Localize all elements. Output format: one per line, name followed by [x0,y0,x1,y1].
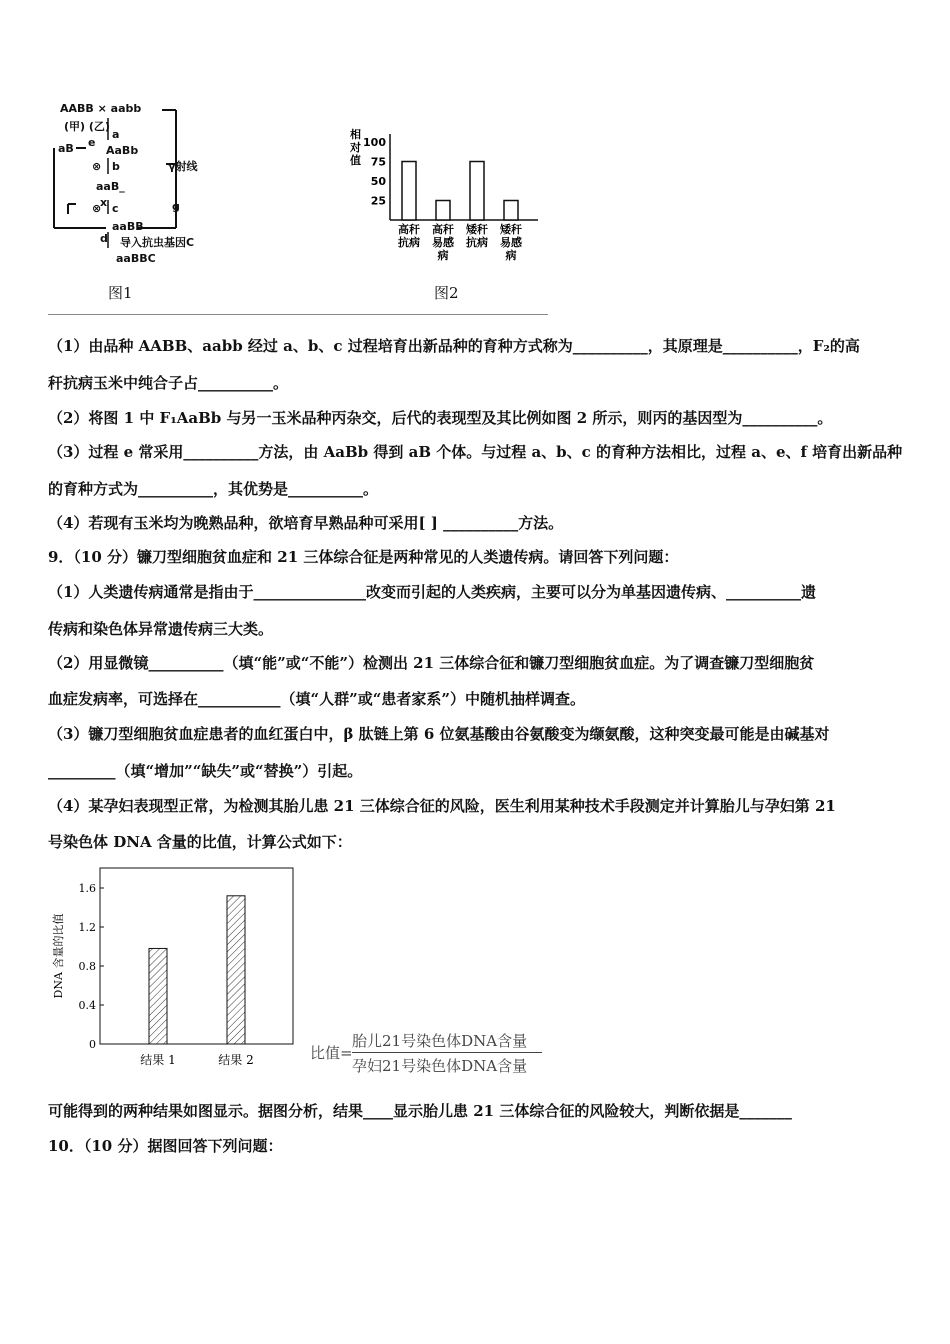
figure2-category-label: 高秆 [432,223,454,236]
formula-prefix: 比值= [310,1044,353,1062]
final-label: aaBBC [116,252,156,265]
figure2-category-label: 矮秆 [466,223,488,236]
figure3-ytick-label: 1.6 [78,882,96,895]
figure2-bar [504,201,518,221]
figure2-ytick-label: 75 [370,155,386,169]
figure1-caption: 图1 [108,284,133,302]
figure-panel-top [48,92,548,315]
q8-part1-line1: （1）由品种 AABB、aabb 经过 a、b、c 过程培育出新品种的育种方式称为__________，其原理是__________，F₂的高 [48,337,860,355]
step-x: x [100,196,108,209]
q9-part4-line3: 可能得到的两种结果如图显示。据图分析，结果____显示胎儿患 21 三体综合征的风险较大，判断依据是_______ [48,1102,792,1120]
q9-part4-line1: （4）某孕妇表现型正常，为检测其胎儿患 21 三体综合征的风险，医生利用某种技术手段测定并计算胎儿与孕妇第 21 [48,797,836,815]
figure2-category-label: 易感 [500,236,522,249]
figure3-bar [227,896,245,1044]
gamma-label: γ射线 [168,160,198,173]
selfing-symbol-2: ⊗ [92,202,102,215]
fraction-bar [352,1052,542,1053]
figure3-category-label: 结果 1 [140,1053,176,1067]
figure3-bar [149,948,167,1044]
figure2-bar [436,201,450,221]
figure3-ytick-label: 0.8 [78,960,96,973]
q8-part4: （4）若现有玉米均为晚熟品种，欲培育早熟品种可采用[ ] __________方法。 [48,514,564,532]
cross-label: AABB × aabb [60,102,142,115]
q8-part2: （2）将图 1 中 F₁AaBb 与另一玉米品种丙杂交，后代的表现型及其比例如图 2 所示，则丙的基因型为__________。 [48,409,833,427]
selfing-symbol: ⊗ [92,160,102,173]
step-e: e [88,136,96,149]
gene-import-label: 导入抗虫基因C [120,236,195,249]
formula-denominator: 孕妇21号染色体DNA含量 [352,1057,528,1075]
figure2-ytick-label: 25 [370,194,386,208]
q8-part3-line2: 的育种方式为__________，其优势是__________。 [48,480,379,498]
figure3-chart [48,862,308,1072]
figure2-ylabel-char: 对 [350,141,361,154]
step-c: c [112,202,119,215]
figure3-ytick-label: 0 [89,1038,96,1051]
q9-part1-line2: 传病和染色体异常遗传病三大类。 [48,620,274,638]
q8-part1-line2: 秆抗病玉米中纯合子占__________。 [48,374,289,392]
figure2-category-label: 病 [437,249,449,262]
q9-part2-line2: 血症发病率，可选择在___________（填“人群”或“患者家系”）中随机抽样调查。 [48,690,586,708]
figure2-category-label: 病 [505,249,517,262]
figure3-frame [100,868,293,1044]
q8-part3-line1: （3）过程 e 常采用__________方法，由 AaBb 得到 aB 个体。与过程 a、b、c 的育种方法相比，过程 a、e、f 培育出新品种 [48,443,903,461]
figure2-bar [402,162,416,221]
figure2-chart [338,128,538,268]
step-b: b [112,160,120,173]
step-a: a [112,128,120,141]
figure2-category-label: 抗病 [466,236,488,249]
figure2-bar [470,162,484,221]
f1-label: AaBb [106,144,139,157]
formula-numerator: 胎儿21号染色体DNA含量 [352,1032,528,1050]
figure3-ytick-label: 0.4 [78,999,96,1012]
figure3-ytick-label: 1.2 [78,921,96,934]
q9-part4-line2: 号染色体 DNA 含量的比值，计算公式如下： [48,833,352,851]
parents-label: (甲) (乙) [64,120,110,133]
figure3-category-label: 结果 2 [218,1053,254,1067]
q9-title: 9．（10 分）镰刀型细胞贫血症和 21 三体综合征是两种常见的人类遗传病。请回答下列问题： [48,548,679,566]
step-d: d [100,232,108,245]
aaBB-label: aaBB [112,220,144,233]
step-g: g [172,200,180,213]
q9-part3-line2: _________（填“增加”“缺失”或“替换”）引起。 [48,762,363,780]
q9-part3-line1: （3）镰刀型细胞贫血症患者的血红蛋白中，β 肽链上第 6 位氨基酸由谷氨酸变为缬氨酸，这种突变最可能是由碱基对 [48,725,830,743]
figure2-category-label: 高秆 [398,223,420,236]
q9-part2-line1: （2）用显微镜__________（填“能”或“不能”）检测出 21 三体综合征和镰刀型细胞贫血症。为了调查镰刀型细胞贫 [48,654,815,672]
aaB-label: aaB_ [96,180,125,193]
aB-label: aB [58,142,74,155]
figure2-ylabel-char: 值 [350,154,361,167]
q10-title: 10．（10 分）据图回答下列问题： [48,1137,283,1155]
figure2-ylabel-char: 相 [350,128,361,141]
figure2-category-label: 矮秆 [500,223,522,236]
figure2-category-label: 抗病 [398,236,420,249]
figure2-caption: 图2 [434,284,459,302]
figure2-ytick-label: 50 [370,175,386,188]
figure2-ytick-label: 100 [363,136,386,149]
q9-part1-line1: （1）人类遗传病通常是指由于_______________改变而引起的人类疾病，主要可以分为单基因遗传病、__________遗 [48,583,816,601]
figure3-ylabel: DNA 含量的比值 [52,913,65,999]
figure2-category-label: 易感 [432,236,454,249]
